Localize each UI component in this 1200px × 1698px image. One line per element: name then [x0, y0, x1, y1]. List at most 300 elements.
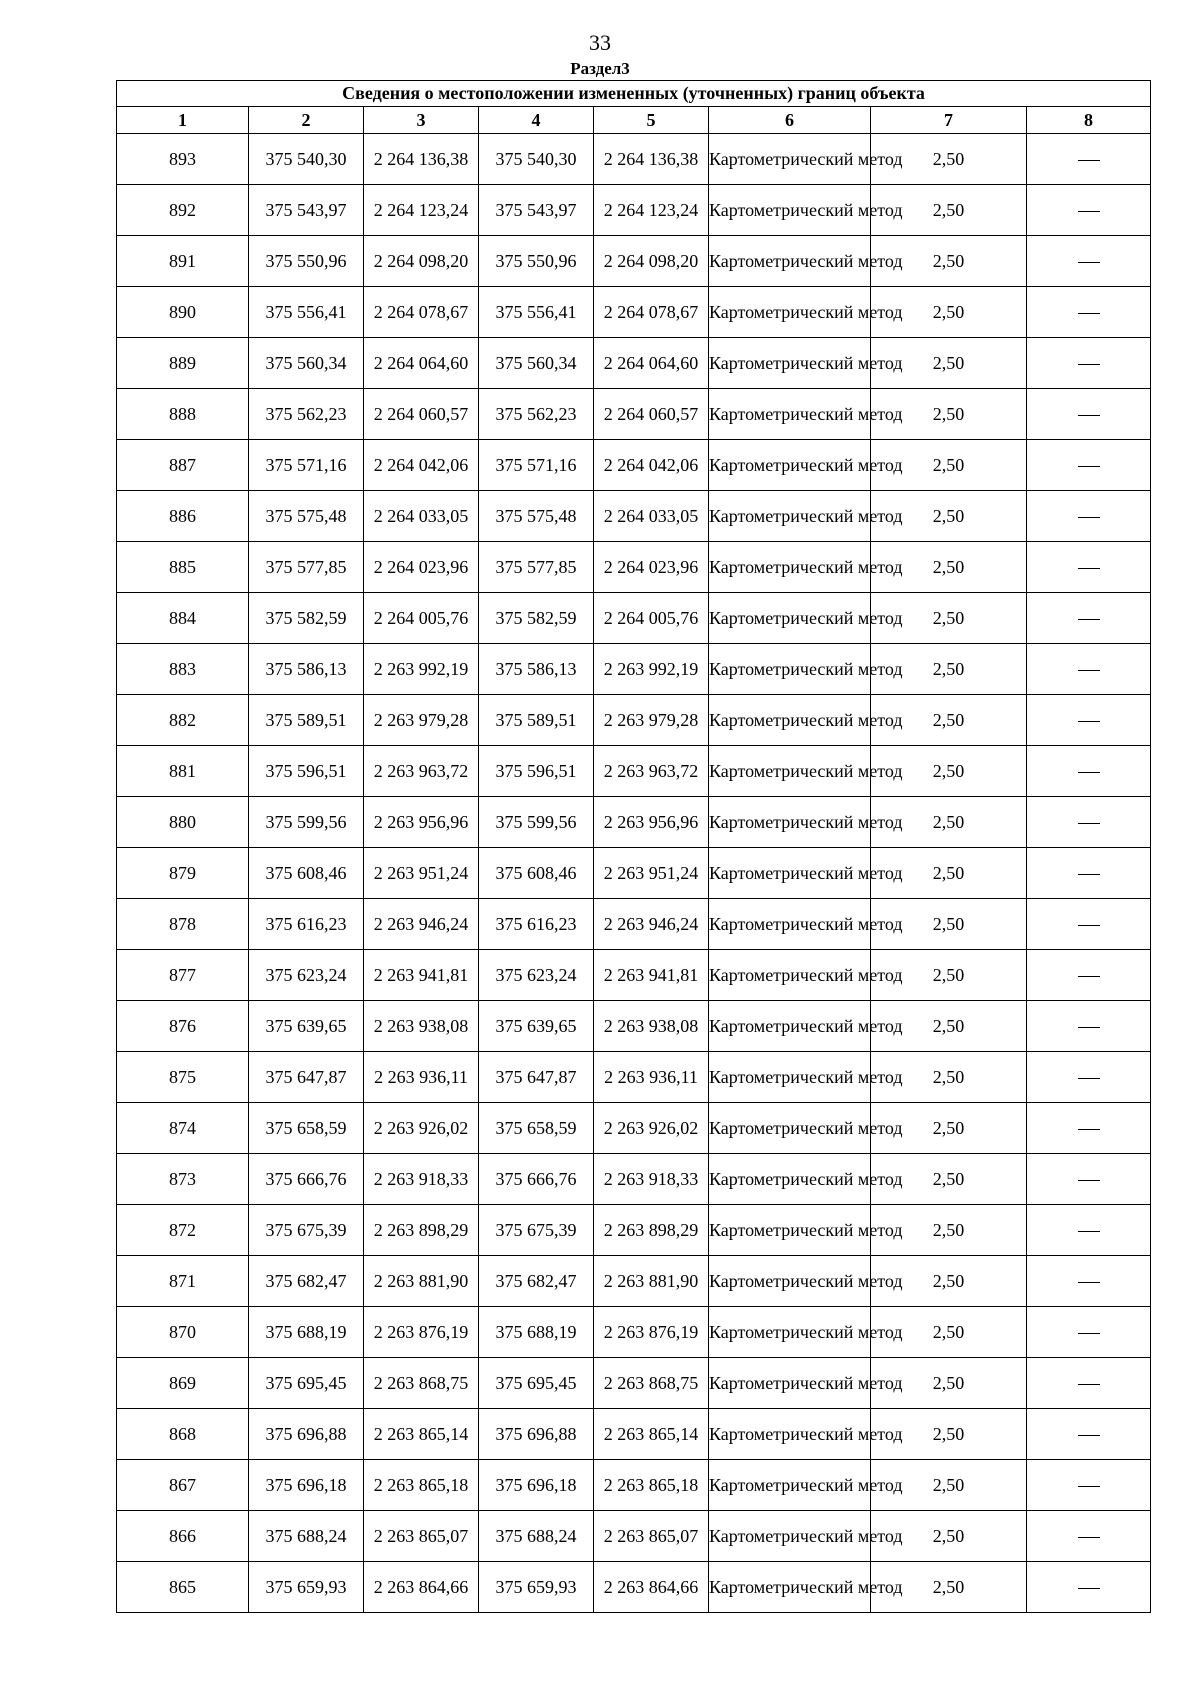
- method-cell: Картометрический метод: [709, 440, 871, 491]
- dash-mark: [1078, 211, 1100, 212]
- description-cell: [1027, 644, 1151, 695]
- point-number-cell: 865: [117, 1562, 249, 1613]
- x-refined-cell: 375 682,47: [479, 1256, 594, 1307]
- dash-mark: [1078, 160, 1100, 161]
- description-cell: [1027, 1358, 1151, 1409]
- y-existing-cell: 2 263 865,07: [364, 1511, 479, 1562]
- point-number-cell: 871: [117, 1256, 249, 1307]
- x-refined-cell: 375 608,46: [479, 848, 594, 899]
- point-number-cell: 881: [117, 746, 249, 797]
- point-number-cell: 882: [117, 695, 249, 746]
- accuracy-cell: 2,50: [871, 1154, 1027, 1205]
- description-cell: [1027, 134, 1151, 185]
- x-existing-cell: 375 639,65: [249, 1001, 364, 1052]
- x-existing-cell: 375 666,76: [249, 1154, 364, 1205]
- y-existing-cell: 2 263 938,08: [364, 1001, 479, 1052]
- accuracy-cell: 2,50: [871, 1307, 1027, 1358]
- x-existing-cell: 375 586,13: [249, 644, 364, 695]
- x-refined-cell: 375 571,16: [479, 440, 594, 491]
- x-existing-cell: 375 589,51: [249, 695, 364, 746]
- x-refined-cell: 375 575,48: [479, 491, 594, 542]
- x-existing-cell: 375 540,30: [249, 134, 364, 185]
- dash-mark: [1078, 262, 1100, 263]
- y-refined-cell: 2 264 098,20: [594, 236, 709, 287]
- x-existing-cell: 375 647,87: [249, 1052, 364, 1103]
- table-row: [117, 389, 1151, 440]
- table-caption: Сведения о местоположении измененных (уточненных) границ объекта: [117, 81, 1151, 107]
- accuracy-cell: 2,50: [871, 542, 1027, 593]
- description-cell: [1027, 1205, 1151, 1256]
- method-cell: Картометрический метод: [709, 1205, 871, 1256]
- dash-mark: [1078, 823, 1100, 824]
- method-cell: Картометрический метод: [709, 695, 871, 746]
- x-existing-cell: 375 550,96: [249, 236, 364, 287]
- column-number-header: 2: [249, 107, 364, 134]
- description-cell: [1027, 1409, 1151, 1460]
- method-cell: Картометрический метод: [709, 848, 871, 899]
- y-refined-cell: 2 264 078,67: [594, 287, 709, 338]
- accuracy-cell: 2,50: [871, 848, 1027, 899]
- x-existing-cell: 375 675,39: [249, 1205, 364, 1256]
- point-number-cell: 874: [117, 1103, 249, 1154]
- y-refined-cell: 2 263 918,33: [594, 1154, 709, 1205]
- method-cell: Картометрический метод: [709, 542, 871, 593]
- x-refined-cell: 375 696,88: [479, 1409, 594, 1460]
- dash-mark: [1078, 874, 1100, 875]
- y-refined-cell: 2 264 136,38: [594, 134, 709, 185]
- method-cell: Картометрический метод: [709, 1103, 871, 1154]
- y-existing-cell: 2 264 078,67: [364, 287, 479, 338]
- table-row: [117, 1256, 1151, 1307]
- dash-mark: [1078, 364, 1100, 365]
- description-cell: [1027, 950, 1151, 1001]
- accuracy-cell: 2,50: [871, 491, 1027, 542]
- dash-mark: [1078, 976, 1100, 977]
- method-cell: Картометрический метод: [709, 389, 871, 440]
- point-number-cell: 883: [117, 644, 249, 695]
- point-number-cell: 884: [117, 593, 249, 644]
- table-row: [117, 746, 1151, 797]
- table-row: [117, 440, 1151, 491]
- y-refined-cell: 2 263 963,72: [594, 746, 709, 797]
- column-number-header: 5: [594, 107, 709, 134]
- x-existing-cell: 375 608,46: [249, 848, 364, 899]
- table-row: [117, 287, 1151, 338]
- description-cell: [1027, 746, 1151, 797]
- y-existing-cell: 2 263 918,33: [364, 1154, 479, 1205]
- accuracy-cell: 2,50: [871, 440, 1027, 491]
- method-cell: Картометрический метод: [709, 287, 871, 338]
- accuracy-cell: 2,50: [871, 338, 1027, 389]
- y-existing-cell: 2 263 864,66: [364, 1562, 479, 1613]
- description-cell: [1027, 1154, 1151, 1205]
- table-body: [117, 134, 1151, 1613]
- x-existing-cell: 375 696,88: [249, 1409, 364, 1460]
- y-refined-cell: 2 263 868,75: [594, 1358, 709, 1409]
- accuracy-cell: 2,50: [871, 1052, 1027, 1103]
- column-number-header: 1: [117, 107, 249, 134]
- column-number-header: 3: [364, 107, 479, 134]
- x-refined-cell: 375 599,56: [479, 797, 594, 848]
- table-row: [117, 1358, 1151, 1409]
- table-caption-row: [117, 81, 1151, 107]
- point-number-cell: 887: [117, 440, 249, 491]
- accuracy-cell: 2,50: [871, 389, 1027, 440]
- accuracy-cell: 2,50: [871, 695, 1027, 746]
- x-existing-cell: 375 556,41: [249, 287, 364, 338]
- y-existing-cell: 2 263 956,96: [364, 797, 479, 848]
- method-cell: Картометрический метод: [709, 1052, 871, 1103]
- y-existing-cell: 2 263 881,90: [364, 1256, 479, 1307]
- description-cell: [1027, 695, 1151, 746]
- description-cell: [1027, 1511, 1151, 1562]
- x-existing-cell: 375 571,16: [249, 440, 364, 491]
- point-number-cell: 890: [117, 287, 249, 338]
- description-cell: [1027, 1001, 1151, 1052]
- description-cell: [1027, 1307, 1151, 1358]
- description-cell: [1027, 185, 1151, 236]
- x-refined-cell: 375 543,97: [479, 185, 594, 236]
- dash-mark: [1078, 1129, 1100, 1130]
- x-existing-cell: 375 582,59: [249, 593, 364, 644]
- dash-mark: [1078, 1078, 1100, 1079]
- x-refined-cell: 375 577,85: [479, 542, 594, 593]
- method-cell: Картометрический метод: [709, 236, 871, 287]
- description-cell: [1027, 542, 1151, 593]
- dash-mark: [1078, 1435, 1100, 1436]
- y-existing-cell: 2 263 898,29: [364, 1205, 479, 1256]
- x-refined-cell: 375 582,59: [479, 593, 594, 644]
- x-refined-cell: 375 666,76: [479, 1154, 594, 1205]
- y-refined-cell: 2 263 941,81: [594, 950, 709, 1001]
- x-existing-cell: 375 575,48: [249, 491, 364, 542]
- column-number-header: 4: [479, 107, 594, 134]
- y-refined-cell: 2 264 060,57: [594, 389, 709, 440]
- y-existing-cell: 2 263 992,19: [364, 644, 479, 695]
- y-existing-cell: 2 264 136,38: [364, 134, 479, 185]
- accuracy-cell: 2,50: [871, 1001, 1027, 1052]
- x-refined-cell: 375 639,65: [479, 1001, 594, 1052]
- x-refined-cell: 375 623,24: [479, 950, 594, 1001]
- column-number-row: [117, 107, 1151, 134]
- point-number-cell: 880: [117, 797, 249, 848]
- table-row: [117, 695, 1151, 746]
- y-existing-cell: 2 264 023,96: [364, 542, 479, 593]
- dash-mark: [1078, 1333, 1100, 1334]
- x-existing-cell: 375 599,56: [249, 797, 364, 848]
- x-existing-cell: 375 658,59: [249, 1103, 364, 1154]
- point-number-cell: 872: [117, 1205, 249, 1256]
- method-cell: Картометрический метод: [709, 746, 871, 797]
- x-refined-cell: 375 696,18: [479, 1460, 594, 1511]
- x-refined-cell: 375 540,30: [479, 134, 594, 185]
- y-existing-cell: 2 263 963,72: [364, 746, 479, 797]
- x-existing-cell: 375 682,47: [249, 1256, 364, 1307]
- x-refined-cell: 375 596,51: [479, 746, 594, 797]
- accuracy-cell: 2,50: [871, 899, 1027, 950]
- x-refined-cell: 375 695,45: [479, 1358, 594, 1409]
- dash-mark: [1078, 772, 1100, 773]
- y-existing-cell: 2 263 865,14: [364, 1409, 479, 1460]
- y-existing-cell: 2 263 876,19: [364, 1307, 479, 1358]
- table-row: [117, 1154, 1151, 1205]
- y-existing-cell: 2 264 033,05: [364, 491, 479, 542]
- accuracy-cell: 2,50: [871, 287, 1027, 338]
- y-existing-cell: 2 264 064,60: [364, 338, 479, 389]
- method-cell: Картометрический метод: [709, 797, 871, 848]
- table-row: [117, 1409, 1151, 1460]
- y-existing-cell: 2 263 941,81: [364, 950, 479, 1001]
- x-existing-cell: 375 659,93: [249, 1562, 364, 1613]
- x-refined-cell: 375 688,24: [479, 1511, 594, 1562]
- x-existing-cell: 375 616,23: [249, 899, 364, 950]
- point-number-cell: 879: [117, 848, 249, 899]
- method-cell: Картометрический метод: [709, 1460, 871, 1511]
- point-number-cell: 886: [117, 491, 249, 542]
- table-row: [117, 1511, 1151, 1562]
- y-existing-cell: 2 264 060,57: [364, 389, 479, 440]
- accuracy-cell: 2,50: [871, 185, 1027, 236]
- description-cell: [1027, 389, 1151, 440]
- point-number-cell: 889: [117, 338, 249, 389]
- y-refined-cell: 2 263 926,02: [594, 1103, 709, 1154]
- method-cell: Картометрический метод: [709, 950, 871, 1001]
- method-cell: Картометрический метод: [709, 491, 871, 542]
- x-refined-cell: 375 560,34: [479, 338, 594, 389]
- x-refined-cell: 375 550,96: [479, 236, 594, 287]
- point-number-cell: 876: [117, 1001, 249, 1052]
- y-existing-cell: 2 263 926,02: [364, 1103, 479, 1154]
- y-refined-cell: 2 264 123,24: [594, 185, 709, 236]
- x-refined-cell: 375 675,39: [479, 1205, 594, 1256]
- description-cell: [1027, 1562, 1151, 1613]
- dash-mark: [1078, 1537, 1100, 1538]
- x-refined-cell: 375 556,41: [479, 287, 594, 338]
- y-refined-cell: 2 263 864,66: [594, 1562, 709, 1613]
- method-cell: Картометрический метод: [709, 338, 871, 389]
- table-row: [117, 491, 1151, 542]
- dash-mark: [1078, 517, 1100, 518]
- column-number-header: 6: [709, 107, 871, 134]
- y-refined-cell: 2 263 881,90: [594, 1256, 709, 1307]
- point-number-cell: 877: [117, 950, 249, 1001]
- accuracy-cell: 2,50: [871, 950, 1027, 1001]
- x-refined-cell: 375 589,51: [479, 695, 594, 746]
- accuracy-cell: 2,50: [871, 1205, 1027, 1256]
- y-refined-cell: 2 263 898,29: [594, 1205, 709, 1256]
- description-cell: [1027, 1256, 1151, 1307]
- column-number-header: 8: [1027, 107, 1151, 134]
- column-number-header: 7: [871, 107, 1027, 134]
- table-row: [117, 1307, 1151, 1358]
- section-title: Раздел3: [570, 59, 630, 78]
- dash-mark: [1078, 1384, 1100, 1385]
- table-row: [117, 1001, 1151, 1052]
- description-cell: [1027, 287, 1151, 338]
- point-number-cell: 892: [117, 185, 249, 236]
- x-existing-cell: 375 596,51: [249, 746, 364, 797]
- description-cell: [1027, 236, 1151, 287]
- table-row: [117, 593, 1151, 644]
- table-row: [117, 1562, 1151, 1613]
- point-number-cell: 885: [117, 542, 249, 593]
- description-cell: [1027, 1460, 1151, 1511]
- accuracy-cell: 2,50: [871, 746, 1027, 797]
- method-cell: Картометрический метод: [709, 1511, 871, 1562]
- method-cell: Картометрический метод: [709, 593, 871, 644]
- table-row: [117, 899, 1151, 950]
- dash-mark: [1078, 568, 1100, 569]
- method-cell: Картометрический метод: [709, 644, 871, 695]
- x-refined-cell: 375 616,23: [479, 899, 594, 950]
- accuracy-cell: 2,50: [871, 1256, 1027, 1307]
- x-refined-cell: 375 647,87: [479, 1052, 594, 1103]
- y-existing-cell: 2 264 005,76: [364, 593, 479, 644]
- table-row: [117, 1052, 1151, 1103]
- description-cell: [1027, 1052, 1151, 1103]
- dash-mark: [1078, 925, 1100, 926]
- method-cell: Картометрический метод: [709, 1256, 871, 1307]
- accuracy-cell: 2,50: [871, 1511, 1027, 1562]
- accuracy-cell: 2,50: [871, 1103, 1027, 1154]
- y-refined-cell: 2 263 979,28: [594, 695, 709, 746]
- x-existing-cell: 375 560,34: [249, 338, 364, 389]
- table-row: [117, 542, 1151, 593]
- accuracy-cell: 2,50: [871, 797, 1027, 848]
- method-cell: Картометрический метод: [709, 134, 871, 185]
- accuracy-cell: 2,50: [871, 1562, 1027, 1613]
- dash-mark: [1078, 1180, 1100, 1181]
- point-number-cell: 893: [117, 134, 249, 185]
- description-cell: [1027, 797, 1151, 848]
- method-cell: Картометрический метод: [709, 1154, 871, 1205]
- point-number-cell: 888: [117, 389, 249, 440]
- y-refined-cell: 2 264 005,76: [594, 593, 709, 644]
- dash-mark: [1078, 721, 1100, 722]
- table-row: [117, 797, 1151, 848]
- table-row: [117, 1205, 1151, 1256]
- table-row: [117, 1460, 1151, 1511]
- dash-mark: [1078, 313, 1100, 314]
- point-number-cell: 868: [117, 1409, 249, 1460]
- y-existing-cell: 2 263 979,28: [364, 695, 479, 746]
- method-cell: Картометрический метод: [709, 1001, 871, 1052]
- description-cell: [1027, 440, 1151, 491]
- table-row: [117, 1103, 1151, 1154]
- y-refined-cell: 2 263 956,96: [594, 797, 709, 848]
- x-existing-cell: 375 543,97: [249, 185, 364, 236]
- dash-mark: [1078, 1588, 1100, 1589]
- y-refined-cell: 2 263 936,11: [594, 1052, 709, 1103]
- description-cell: [1027, 338, 1151, 389]
- y-existing-cell: 2 264 098,20: [364, 236, 479, 287]
- y-existing-cell: 2 263 865,18: [364, 1460, 479, 1511]
- point-number-cell: 867: [117, 1460, 249, 1511]
- y-refined-cell: 2 263 865,14: [594, 1409, 709, 1460]
- dash-mark: [1078, 1027, 1100, 1028]
- x-refined-cell: 375 688,19: [479, 1307, 594, 1358]
- x-existing-cell: 375 562,23: [249, 389, 364, 440]
- dash-mark: [1078, 619, 1100, 620]
- table-row: [117, 950, 1151, 1001]
- accuracy-cell: 2,50: [871, 593, 1027, 644]
- description-cell: [1027, 899, 1151, 950]
- point-number-cell: 866: [117, 1511, 249, 1562]
- y-refined-cell: 2 263 938,08: [594, 1001, 709, 1052]
- x-existing-cell: 375 695,45: [249, 1358, 364, 1409]
- point-number-cell: 870: [117, 1307, 249, 1358]
- dash-mark: [1078, 1282, 1100, 1283]
- method-cell: Картометрический метод: [709, 1307, 871, 1358]
- table-row: [117, 134, 1151, 185]
- table-row: [117, 338, 1151, 389]
- accuracy-cell: 2,50: [871, 1460, 1027, 1511]
- y-refined-cell: 2 263 865,07: [594, 1511, 709, 1562]
- dash-mark: [1078, 1231, 1100, 1232]
- y-existing-cell: 2 263 936,11: [364, 1052, 479, 1103]
- description-cell: [1027, 848, 1151, 899]
- dash-mark: [1078, 466, 1100, 467]
- method-cell: Картометрический метод: [709, 1358, 871, 1409]
- x-existing-cell: 375 623,24: [249, 950, 364, 1001]
- x-refined-cell: 375 658,59: [479, 1103, 594, 1154]
- y-existing-cell: 2 263 946,24: [364, 899, 479, 950]
- y-existing-cell: 2 263 868,75: [364, 1358, 479, 1409]
- x-refined-cell: 375 586,13: [479, 644, 594, 695]
- boundary-coordinates-table: [116, 80, 1151, 1613]
- dash-mark: [1078, 1486, 1100, 1487]
- table-row: [117, 185, 1151, 236]
- point-number-cell: 873: [117, 1154, 249, 1205]
- page-number: 33: [589, 30, 611, 55]
- y-refined-cell: 2 264 033,05: [594, 491, 709, 542]
- accuracy-cell: 2,50: [871, 134, 1027, 185]
- point-number-cell: 878: [117, 899, 249, 950]
- x-existing-cell: 375 688,19: [249, 1307, 364, 1358]
- method-cell: Картометрический метод: [709, 1409, 871, 1460]
- y-refined-cell: 2 264 042,06: [594, 440, 709, 491]
- point-number-cell: 869: [117, 1358, 249, 1409]
- x-existing-cell: 375 688,24: [249, 1511, 364, 1562]
- x-refined-cell: 375 659,93: [479, 1562, 594, 1613]
- y-existing-cell: 2 264 042,06: [364, 440, 479, 491]
- x-existing-cell: 375 577,85: [249, 542, 364, 593]
- y-refined-cell: 2 263 946,24: [594, 899, 709, 950]
- accuracy-cell: 2,50: [871, 644, 1027, 695]
- y-refined-cell: 2 263 992,19: [594, 644, 709, 695]
- dash-mark: [1078, 415, 1100, 416]
- y-refined-cell: 2 263 865,18: [594, 1460, 709, 1511]
- point-number-cell: 875: [117, 1052, 249, 1103]
- y-refined-cell: 2 264 023,96: [594, 542, 709, 593]
- y-refined-cell: 2 263 951,24: [594, 848, 709, 899]
- method-cell: Картометрический метод: [709, 899, 871, 950]
- y-refined-cell: 2 263 876,19: [594, 1307, 709, 1358]
- y-existing-cell: 2 264 123,24: [364, 185, 479, 236]
- x-refined-cell: 375 562,23: [479, 389, 594, 440]
- dash-mark: [1078, 670, 1100, 671]
- accuracy-cell: 2,50: [871, 1358, 1027, 1409]
- y-existing-cell: 2 263 951,24: [364, 848, 479, 899]
- accuracy-cell: 2,50: [871, 236, 1027, 287]
- table-row: [117, 236, 1151, 287]
- accuracy-cell: 2,50: [871, 1409, 1027, 1460]
- y-refined-cell: 2 264 064,60: [594, 338, 709, 389]
- method-cell: Картометрический метод: [709, 185, 871, 236]
- x-existing-cell: 375 696,18: [249, 1460, 364, 1511]
- description-cell: [1027, 1103, 1151, 1154]
- method-cell: Картометрический метод: [709, 1562, 871, 1613]
